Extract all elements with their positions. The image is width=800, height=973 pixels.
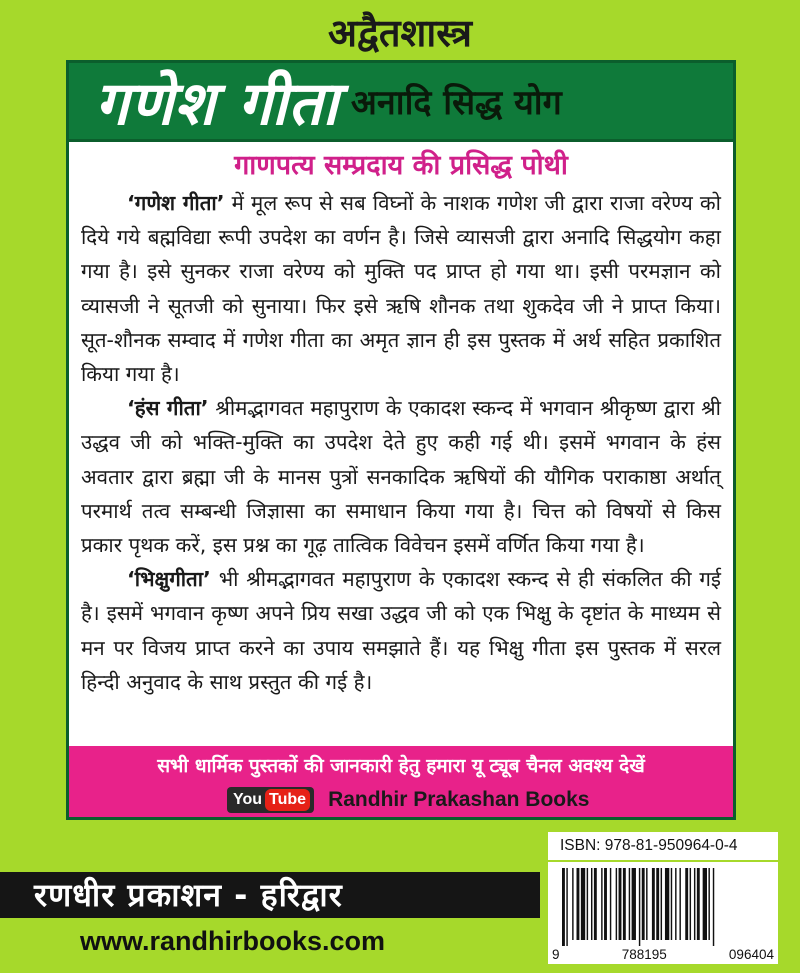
barcode-bar [675, 868, 676, 940]
barcode [548, 862, 778, 964]
barcode-bar [610, 868, 611, 940]
paragraph-ganesh-gita [81, 186, 721, 391]
barcode-bar [577, 868, 580, 940]
paragraph-lead: ‘भिक्षुगीता’ [127, 567, 211, 592]
description-box [66, 142, 736, 746]
barcode-bar [642, 868, 645, 940]
paragraph-text: श्रीमद्भागवत महापुराण के एकादश स्कन्द में भगवान श्रीकृष्ण द्वारा श्री उद्धव जी को भक्ति-मुक्ति का उपदेश देते हुए कही गई थी। इसमें भगवान के हंस अवतार द्वारा ब्रह्मा जी के मानस पुत्रों सनकादिक ऋषियों की यौगिक पराकाष्ठा अर्थात् परमार्थ तत्व सम्बन्धी जिज्ञासा का समाधान किया गया है। चित्त को विषयों से किस प्रकार पृथक करें, इस प्रश्न का गूढ़ तात्विक विवेचन इसमें वर्णित किया गया है। [81, 396, 721, 558]
promo-band [66, 746, 736, 820]
barcode-bar [694, 868, 695, 940]
barcode-digit-group: 096404 [728, 947, 774, 962]
barcode-bar [601, 868, 602, 940]
barcode-bars [548, 862, 778, 946]
barcode-digit-group: 788195 [621, 947, 667, 962]
barcode-bar [697, 868, 700, 940]
barcode-bar [581, 868, 585, 940]
barcode-bar [616, 868, 617, 940]
barcode-bar [679, 868, 680, 940]
barcode-bar [690, 868, 691, 940]
barcode-bar [587, 868, 588, 940]
title-band [66, 60, 736, 142]
barcode-bar [671, 868, 672, 940]
barcode-bar [639, 868, 640, 946]
barcode-bar [591, 868, 592, 940]
barcode-bar [572, 868, 573, 940]
paragraph-hans-gita [81, 391, 721, 562]
barcode-bar [604, 868, 607, 940]
youtube-logo-tube: Tube [265, 789, 310, 811]
youtube-logo-icon [227, 787, 314, 813]
isbn-label: ISBN: 978-81-950964-0-4 [548, 832, 778, 860]
paragraph-text: में मूल रूप से सब विघ्नों के नाशक गणेश जी द्वारा राजा वरेण्य को दिये गये बह्मविद्या रूपी उपदेश का वर्णन है। जिसे व्यासजी द्वारा अनादि सिद्धयोग कहा गया है। इसे सुनकर राजा वरेण्य को मुक्ति पद प्राप्त हो गया था। इसी परमज्ञान को व्यासजी ने सूतजी को सुनाया। फिर इसे ऋषि शौनक तथा शुकदेव जी ने प्राप्त किया। सूत-शौनक सम्वाद में गणेश गीता का अमृत ज्ञान ही इस पुस्तक में अर्थ सहित प्रकाशित किया गया है। [81, 191, 721, 387]
barcode-digit-group: 9 [552, 947, 560, 962]
series-title: अद्वैतशास्त्र [328, 11, 472, 55]
barcode-bar [623, 868, 626, 940]
website-url: www.randhirbooks.com [80, 926, 386, 956]
barcode-bar [703, 868, 707, 940]
barcode-digits [548, 947, 778, 962]
paragraph-bhikshu-gita [81, 562, 721, 699]
barcode-bar [652, 868, 655, 940]
barcode-bar [646, 868, 647, 940]
book-subtitle: अनादि सिद्ध योग [350, 83, 562, 123]
barcode-bar [594, 868, 597, 940]
barcode-bar [566, 868, 567, 946]
barcode-bar [685, 868, 688, 940]
barcode-bar [665, 868, 669, 940]
paragraph-lead: ‘हंस गीता’ [127, 396, 209, 421]
barcode-bar [619, 868, 622, 940]
barcode-bar [562, 868, 565, 946]
youtube-channel-row [227, 786, 589, 814]
book-title: गणेश गीता [95, 69, 339, 139]
barcode-bar [661, 868, 662, 940]
barcode-bar [708, 868, 709, 940]
barcode-bar [632, 868, 636, 940]
barcode-bar [656, 868, 659, 940]
paragraph-text: भी श्रीमद्भागवत महापुराण के एकादश स्कन्द से ही संकलित की गई है। इसमें भगवान कृष्ण अपने प्रिय सखा उद्धव जी को एक भिक्षु के दृष्टांत के माध्यम से मन पर विजय प्राप्त करने का उपाय समझाते हैं। यह भिक्षु गीता इस पुस्तक में सरल हिन्दी अनुवाद के साथ प्रस्तुत की गई है। [81, 567, 721, 694]
barcode-bar [629, 868, 630, 940]
youtube-logo-you: You [233, 791, 263, 808]
youtube-channel-name: Randhir Prakashan Books [328, 788, 590, 811]
publisher-name: रणधीर प्रकाशन - हरिद्वार [34, 876, 343, 914]
barcode-bar [713, 868, 714, 946]
promo-text: सभी धार्मिक पुस्तकों की जानकारी हेतु हमारा यू ट्यूब चैनल अवश्य देखें [157, 755, 645, 777]
description-heading: गाणपत्य सम्प्रदाय की प्रसिद्ध पोथी [234, 150, 568, 181]
paragraph-lead: ‘गणेश गीता’ [127, 191, 225, 215]
publisher-band [0, 872, 540, 918]
